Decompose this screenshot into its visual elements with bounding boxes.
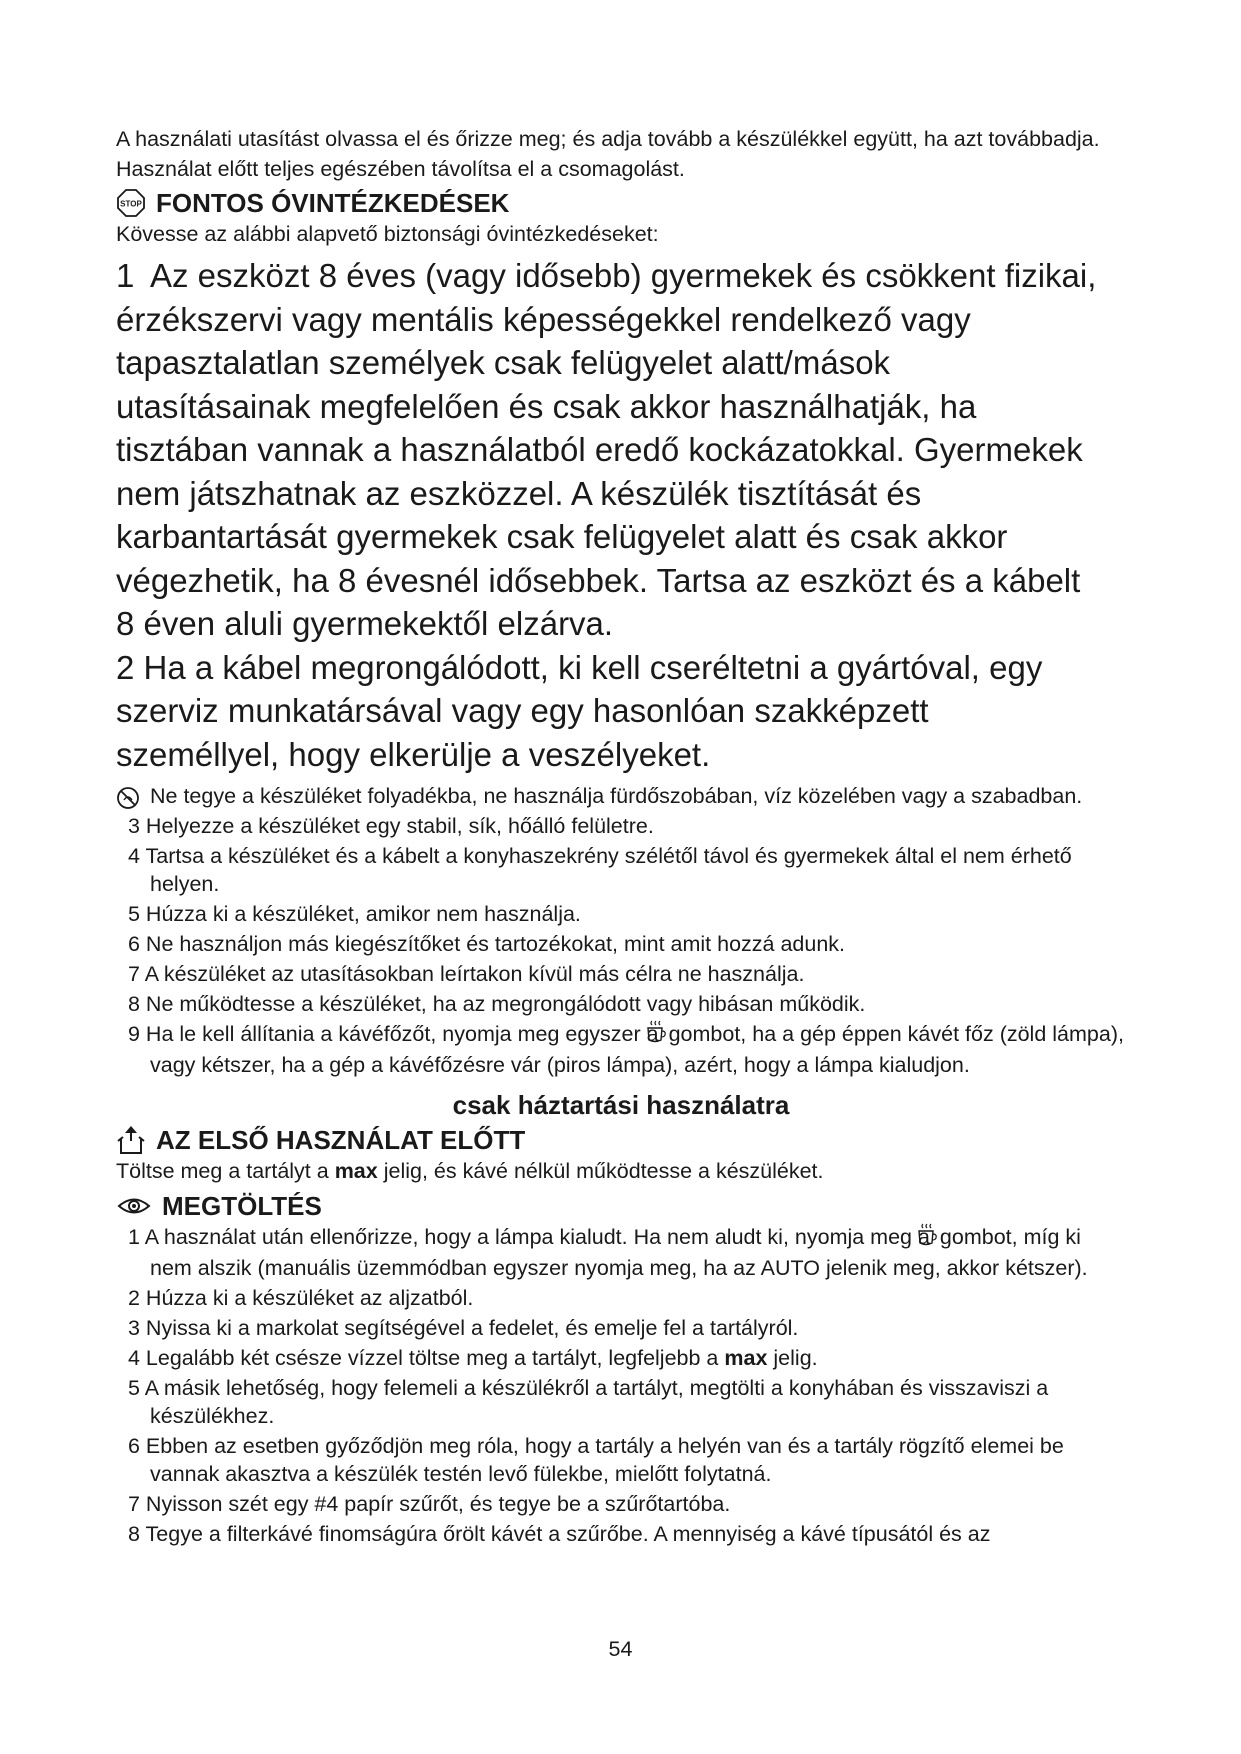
big-item-2-line: személlyel, hogy elkerülje a veszélyeket. [116,735,711,773]
big-item-1-line: Az eszközt 8 éves (vagy idősebb) gyermekek és csökkent fizikai, [150,257,1097,294]
big-item-1 [116,254,1126,646]
manual-page [116,124,1126,1550]
filling-item-3: 3 Nyissa ki a markolat segítségével a fedelet, és emelje fel a tartályról. [128,1316,799,1340]
big-item-1-line: karbantartását gyermekek csak felügyelet alatt és csak akkor [116,518,1008,555]
safety-item-9 [116,1020,1126,1079]
first-use-text-b: jelig, és kávé nélkül működtesse a készüléket. [383,1159,824,1183]
filling-item-1-part-a: 1 A használat után ellenőrizze, hogy a lámpa kialudt. Ha nem aludt ki, nyomja meg a [128,1225,930,1249]
filling-item-7: 7 Nyisson szét egy #4 papír szűrőt, és tegye be a szűrőtartóba. [128,1492,731,1516]
filling-item-1 [116,1223,1126,1282]
filling-item-4-part-b: jelig. [773,1346,818,1370]
safety-item-7: 7 A készüléket az utasításokban leírtakon kívül más célra ne használja. [128,962,805,986]
filling-item-1-part-b: gombot, míg ki nem alszik (manuális üzemmódban egyszer nyomja meg, ha az AUTO jelenik meg, akkor kétszer). [150,1225,1088,1280]
first-use-max: max [334,1159,378,1183]
household-note: csak háztartási használatra [452,1090,790,1120]
safety-item-9-part-b: gombot, ha a gép éppen kávét főz (zöld lámpa), vagy kétszer, ha a gép a kávéfőzésre vár (piros lámpa), azért, hogy a lámpa kialudjon. [150,1022,1124,1077]
safety-item-9-part-a: 9 Ha le kell állítania a kávéfőzőt, nyomja meg egyszer a [128,1022,659,1046]
big-item-1-number: 1 [116,257,135,294]
big-item-1-line: tapasztalatlan személyek csak felügyelet alatt/mások [116,344,891,381]
eye-icon [116,1191,152,1221]
warning-item [116,782,1126,810]
first-use-text [116,1157,1126,1185]
safety-heading [116,186,1126,220]
big-item-2-line: 2 Ha a kábel megrongálódott, ki kell cseréltetni a gyártóval, egy [116,648,1043,686]
first-use-text-a: Töltse meg a tartályt a [116,1159,329,1183]
page-number: 54 [608,1637,633,1661]
safety-item-8: 8 Ne működtesse a készüléket, ha az megrongálódott vagy hibásan működik. [128,992,866,1016]
warning-text: Ne tegye a készüléket folyadékba, ne használja fürdőszobában, víz közelében vagy a szabadban. [150,784,1083,808]
big-item-1-line: nem játszhatnak az eszközzel. A készülék tisztítását és [116,474,922,512]
big-item-1-line: tisztában vannak a használatból eredő kockázatokkal. Gyermekek [116,431,1083,468]
safety-title: FONTOS ÓVINTÉZKEDÉSEK [156,188,510,218]
safety-item-3: 3 Helyezze a készüléket egy stabil, sík, hőálló felületre. [128,814,654,838]
filling-item-6: 6 Ebben az esetben győződjön meg róla, hogy a tartály a helyén van és a tartály rögzítő elemei be vannak akasztva a készülék testén levő fülekbe, mielőtt folytatná. [128,1434,1064,1486]
first-use-title: AZ ELSŐ HASZNÁLAT ELŐTT [156,1125,526,1155]
box-arrow-icon [116,1125,146,1155]
big-item-2-line: szerviz munkatársával vagy egy hasonlóan szakképzett [116,692,929,729]
filling-item-8: 8 Tegye a filterkávé finomságúra őrölt kávét a szűrőbe. A mennyiség a kávé típusától és az [128,1522,991,1546]
big-item-1-line: érzékszervi vagy mentális képességekkel rendelkező vagy [116,300,971,338]
no-water-icon [116,786,140,817]
filling-item-4-max: max [724,1346,768,1370]
big-item-1-line: utasításainak megfelelően és csak akkor használhatják, ha [116,387,977,425]
safety-subtitle: Kövesse az alábbi alapvető biztonsági óvintézkedéseket: [116,222,659,246]
safety-item-4: 4 Tartsa a készüléket és a kábelt a konyhaszekrény szélétől távol és gyermekek által el nem érhető helyen. [128,844,1072,896]
filling-title: MEGTÖLTÉS [162,1191,322,1221]
safety-item-5: 5 Húzza ki a készüléket, amikor nem használja. [128,902,581,926]
first-use-heading [116,1123,1126,1157]
big-item-1-line: végezhetik, ha 8 évesnél idősebbek. Tartsa az eszközt és a kábelt [116,561,1081,599]
filling-heading [116,1189,1126,1223]
filling-item-4-part-a: 4 Legalább két csésze vízzel töltse meg a tartályt, legfeljebb a [128,1346,719,1370]
intro-text: A használati utasítást olvassa el és őrizze meg; és adja tovább a készülékkel együtt, ha azt továbbadja. Használat előtt teljes egészében távolítsa el a csomagolást. [116,127,1100,181]
stop-icon [116,188,146,218]
filling-item-5: 5 A másik lehetőség, hogy felemeli a készülékről a tartályt, megtölti a konyhában és visszaviszi a készülékhez. [128,1376,1049,1428]
safety-item-6: 6 Ne használjon más kiegészítőket és tartozékokat, mint amit hozzá adunk. [128,932,846,956]
big-item-1-line: 8 éven aluli gyermekektől elzárva. [116,605,614,642]
stop-icon-text: STOP [120,199,142,209]
filling-item-2: 2 Húzza ki a készüléket az aljzatból. [128,1286,474,1310]
filling-item-4 [116,1344,1126,1372]
big-item-2 [116,646,1126,777]
